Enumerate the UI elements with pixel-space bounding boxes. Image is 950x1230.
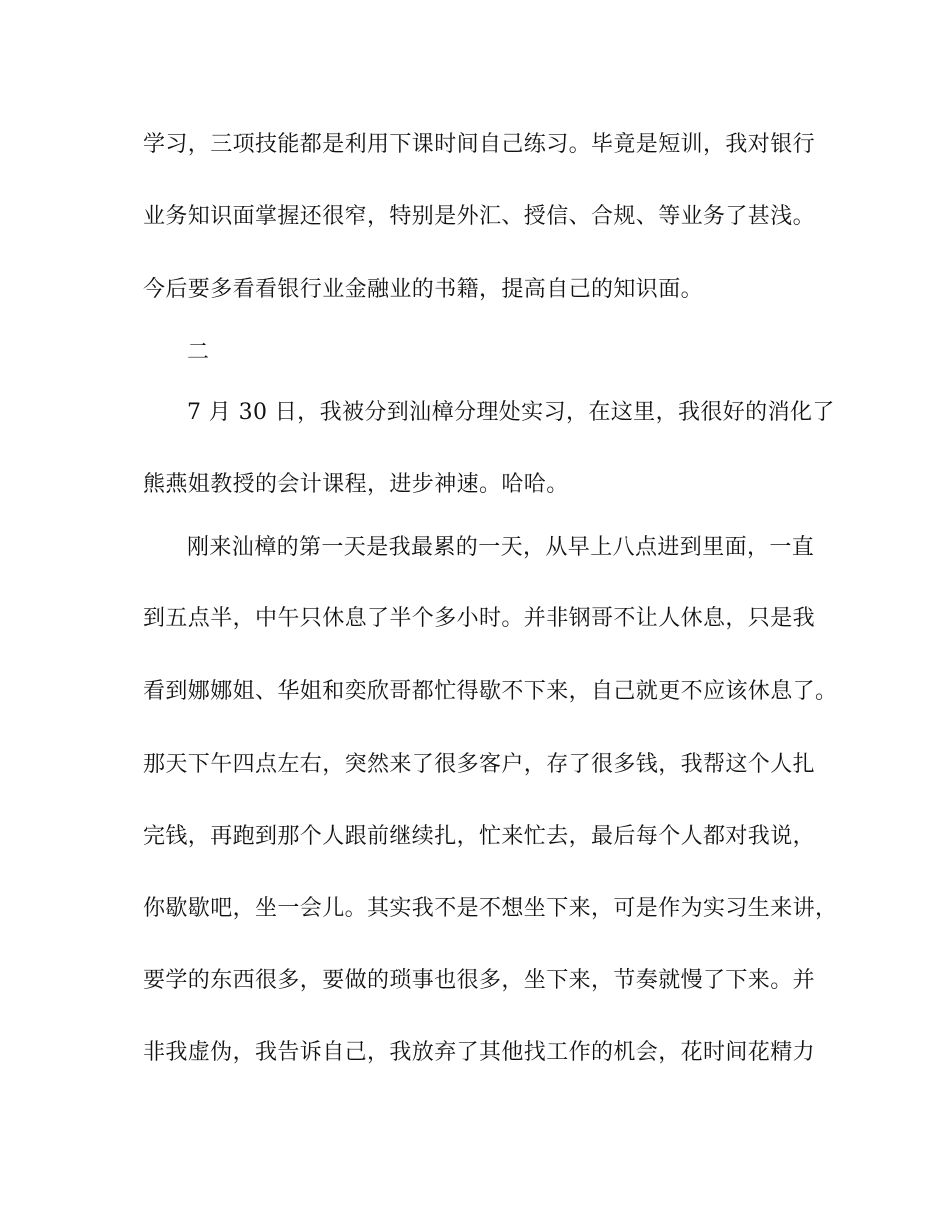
text-line: 完钱，再跑到那个人跟前继续扎，忙来忙去，最后每个人都对我说， [143,824,816,849]
text-line: 业务知识面掌握还很窄，特别是外汇、授信、合规、等业务了甚浅。 [143,204,816,229]
text-line: 看到娜娜姐、华姐和奕欣哥都忙得歇不下来，自己就更不应该休息了。 [143,679,838,704]
text-line: 今后要多看看银行业金融业的书籍，提高自己的知识面。 [143,277,704,302]
text-line: 学习，三项技能都是利用下课时间自己练习。毕竟是短训，我对银行 [143,132,816,157]
text-line: 熊燕姐教授的会计课程，进步神速。哈哈。 [143,472,569,497]
text-line: 非我虚伪，我告诉自己，我放弃了其他找工作的机会，花时间花精力 [143,1040,816,1065]
text-line: 刚来汕樟的第一天是我最累的一天，从早上八点进到里面，一直 [187,535,815,560]
text-line: 到五点半，中午只休息了半个多小时。并非钢哥不让人休息，只是我 [143,606,816,631]
text-line: 你歇歇吧，坐一会儿。其实我不是不想坐下来，可是作为实习生来讲， [143,896,838,921]
text-line: 7 月 30 日，我被分到汕樟分理处实习，在这里，我很好的消化了 [187,400,835,425]
text-line: 那天下午四点左右，突然来了很多客户，存了很多钱，我帮这个人扎 [143,752,816,777]
text-line: 要学的东西很多，要做的琐事也很多，坐下来，节奏就慢了下来。并 [143,968,816,993]
section-heading: 二 [187,340,210,365]
